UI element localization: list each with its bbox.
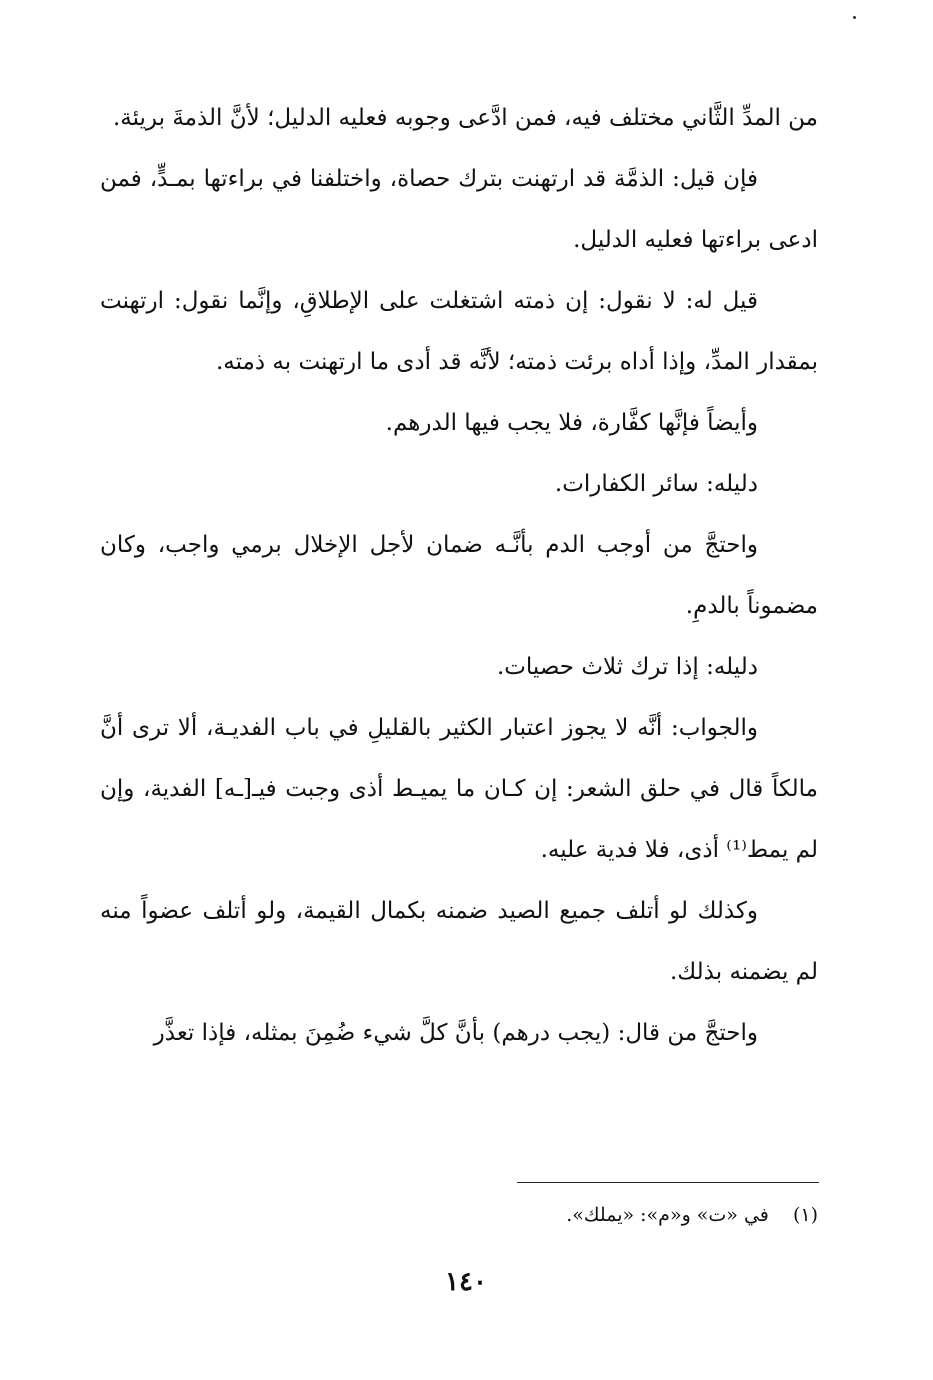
page-number: ١٤٠ (445, 1267, 487, 1297)
paragraph-evidence-pebbles: دليله: إذا ترك ثلاث حصيات. (496, 654, 758, 680)
scan-speck (853, 16, 856, 19)
paragraph-evidence-expiations: دليله: سائر الكفارات. (554, 471, 758, 497)
footnote (420, 1198, 818, 1232)
footnote-text: في «ت» و«م»: «يملك». (566, 1204, 769, 1226)
paragraph-objection: فإن قيل: الذمَّة قد ارتهنت بترك حصاة، واختلفنا في براءتها بمـدٍّ، فمن ادعى براءتها فعليه الدليل. (100, 166, 818, 253)
paragraph-reply: قيل له: لا نقول: إن ذمته اشتغلت على الإطلاقِ، وإنَّما نقول: ارتهنت بمقدار المدِّ، وإذا أداه برئت ذمته؛ لأنَّه قد أدى ما ارتهنت به ذمته. (100, 288, 818, 375)
footnote-number: (١) (792, 1204, 818, 1226)
main-text (100, 88, 818, 1064)
paragraph-expiation: وأيضاً فإنَّها كفَّارة، فلا يجب فيها الدرهم. (385, 410, 758, 436)
paragraph-argument-blood: واحتجَّ من أوجب الدم بأنَّـه ضمان لأجل الإخلال برمي واجب، وكان مضموناً بالدمِ. (100, 532, 818, 619)
paragraph-argument-dirham: واحتجَّ من قال: (يجب درهم) بأنَّ كلَّ شيء ضُمِنَ بمثله، فإذا تعذَّر (153, 1020, 758, 1046)
paragraph-answer: والجواب: أنَّه لا يجوز اعتبار الكثير بالقليلِ في باب الفديـة، ألا ترى أنَّ مالكاً قال في حلق الشعر: إن كـان ما يميـط أذى وجبت فيـ[ـه] الفدية، وإن لم يمط⁽¹⁾ أذى، فلا فدية عليه. (100, 715, 818, 863)
footnote-divider (517, 1182, 819, 1183)
paragraph-game-analogy: وكذلك لو أتلف جميع الصيد ضمنه بكمال القيمة، ولو أتلف عضواً منه لم يضمنه بذلك. (100, 898, 818, 985)
paragraph-continuation: من المدِّ الثَّاني مختلف فيه، فمن ادَّعى وجوبه فعليه الدليل؛ لأنَّ الذمةَ بريئة. (112, 105, 818, 131)
